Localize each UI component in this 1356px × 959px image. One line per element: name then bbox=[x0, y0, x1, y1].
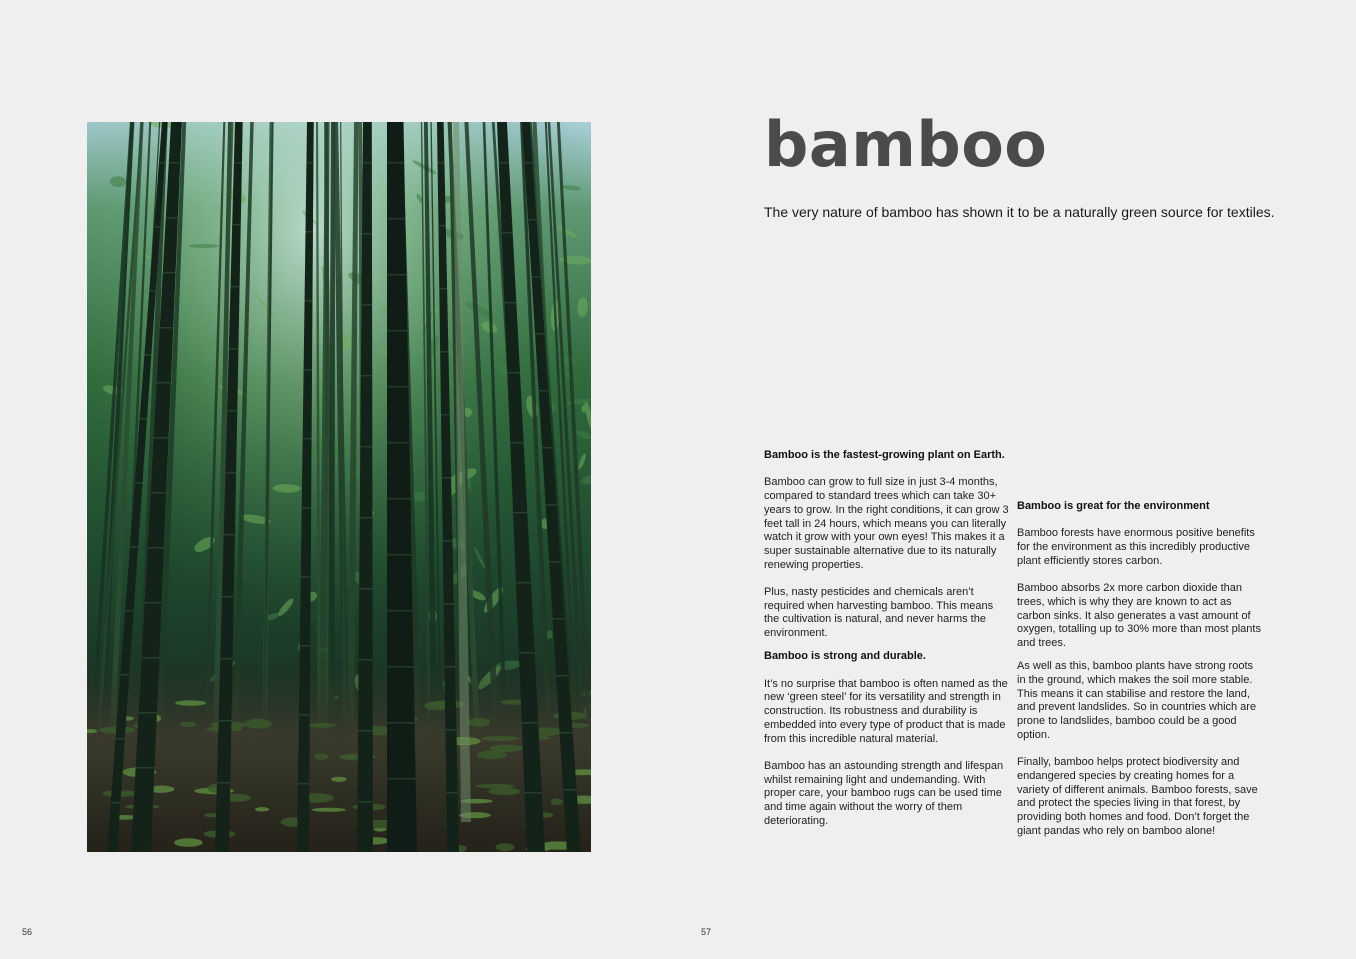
page-number-right: 57 bbox=[701, 927, 712, 937]
paragraph-green-steel: It’s no surprise that bamboo is often named as the new ‘green steel’ for its versatility and strength in construction. Its robustness and durability is embedded into every type of product that is made from this incredible natural material. bbox=[764, 677, 1008, 745]
paragraph-carbon-storage: Bamboo forests have enormous positive benefits for the environment as this incredibly productive plant efficiently stores carbon. bbox=[1017, 527, 1255, 567]
section-heading-environment: Bamboo is great for the environment bbox=[1017, 500, 1210, 512]
intro-text: The very nature of bamboo has shown it to be a naturally green source for textiles. bbox=[764, 204, 1275, 220]
paragraph-roots: As well as this, bamboo plants have strong roots in the ground, which makes the soil more stable. This means it can stabilise and restore the land, and prevent landslides. So in countries which are prone to landslides, bamboo could be a good option. bbox=[1017, 660, 1257, 741]
paragraph-carbon-dioxide: Bamboo absorbs 2x more carbon dioxide than trees, which is why they are known to act as carbon sinks. It also generates a vast amount of oxygen, totalling up to 30% more than most plants and trees. bbox=[1017, 582, 1261, 649]
bamboo-forest-photo bbox=[87, 122, 591, 852]
paragraph-pesticides: Plus, nasty pesticides and chemicals aren’t required when harvesting bamboo. This means the cultivation is natural, and never harms the environment. bbox=[764, 586, 994, 640]
paragraph-growth: Bamboo can grow to full size in just 3-4 months, compared to standard trees which can take 30+ years to grow. In the right conditions, it can grow 3 feet tall in 24 hours, which means you can literally watch it grow with your own eyes! This makes it a super sustainable alternative due to its naturally renewing properties. bbox=[764, 476, 1009, 571]
section-heading-strong-durable: Bamboo is strong and durable. bbox=[764, 650, 926, 663]
page-number-left: 56 bbox=[22, 927, 33, 937]
left-text-column bbox=[764, 449, 1010, 842]
section-heading-fastest-growing: Bamboo is the fastest-growing plant on Earth. bbox=[764, 449, 1005, 461]
paragraph-strength: Bamboo has an astounding strength and lifespan whilst remaining light and undemanding. With proper care, your bamboo rugs can be used time and time again without the worry of them deteriorating. bbox=[764, 759, 1004, 827]
right-text-column bbox=[1017, 500, 1263, 852]
page-title: bamboo bbox=[764, 108, 1048, 181]
paragraph-biodiversity: Finally, bamboo helps protect biodiversity and endangered species by creating homes for a variety of different animals. Bamboo forests, save and protect the species living in that forest, by providing both homes and food. Don’t forget the giant pandas who rely on bamboo alone! bbox=[1017, 756, 1258, 837]
